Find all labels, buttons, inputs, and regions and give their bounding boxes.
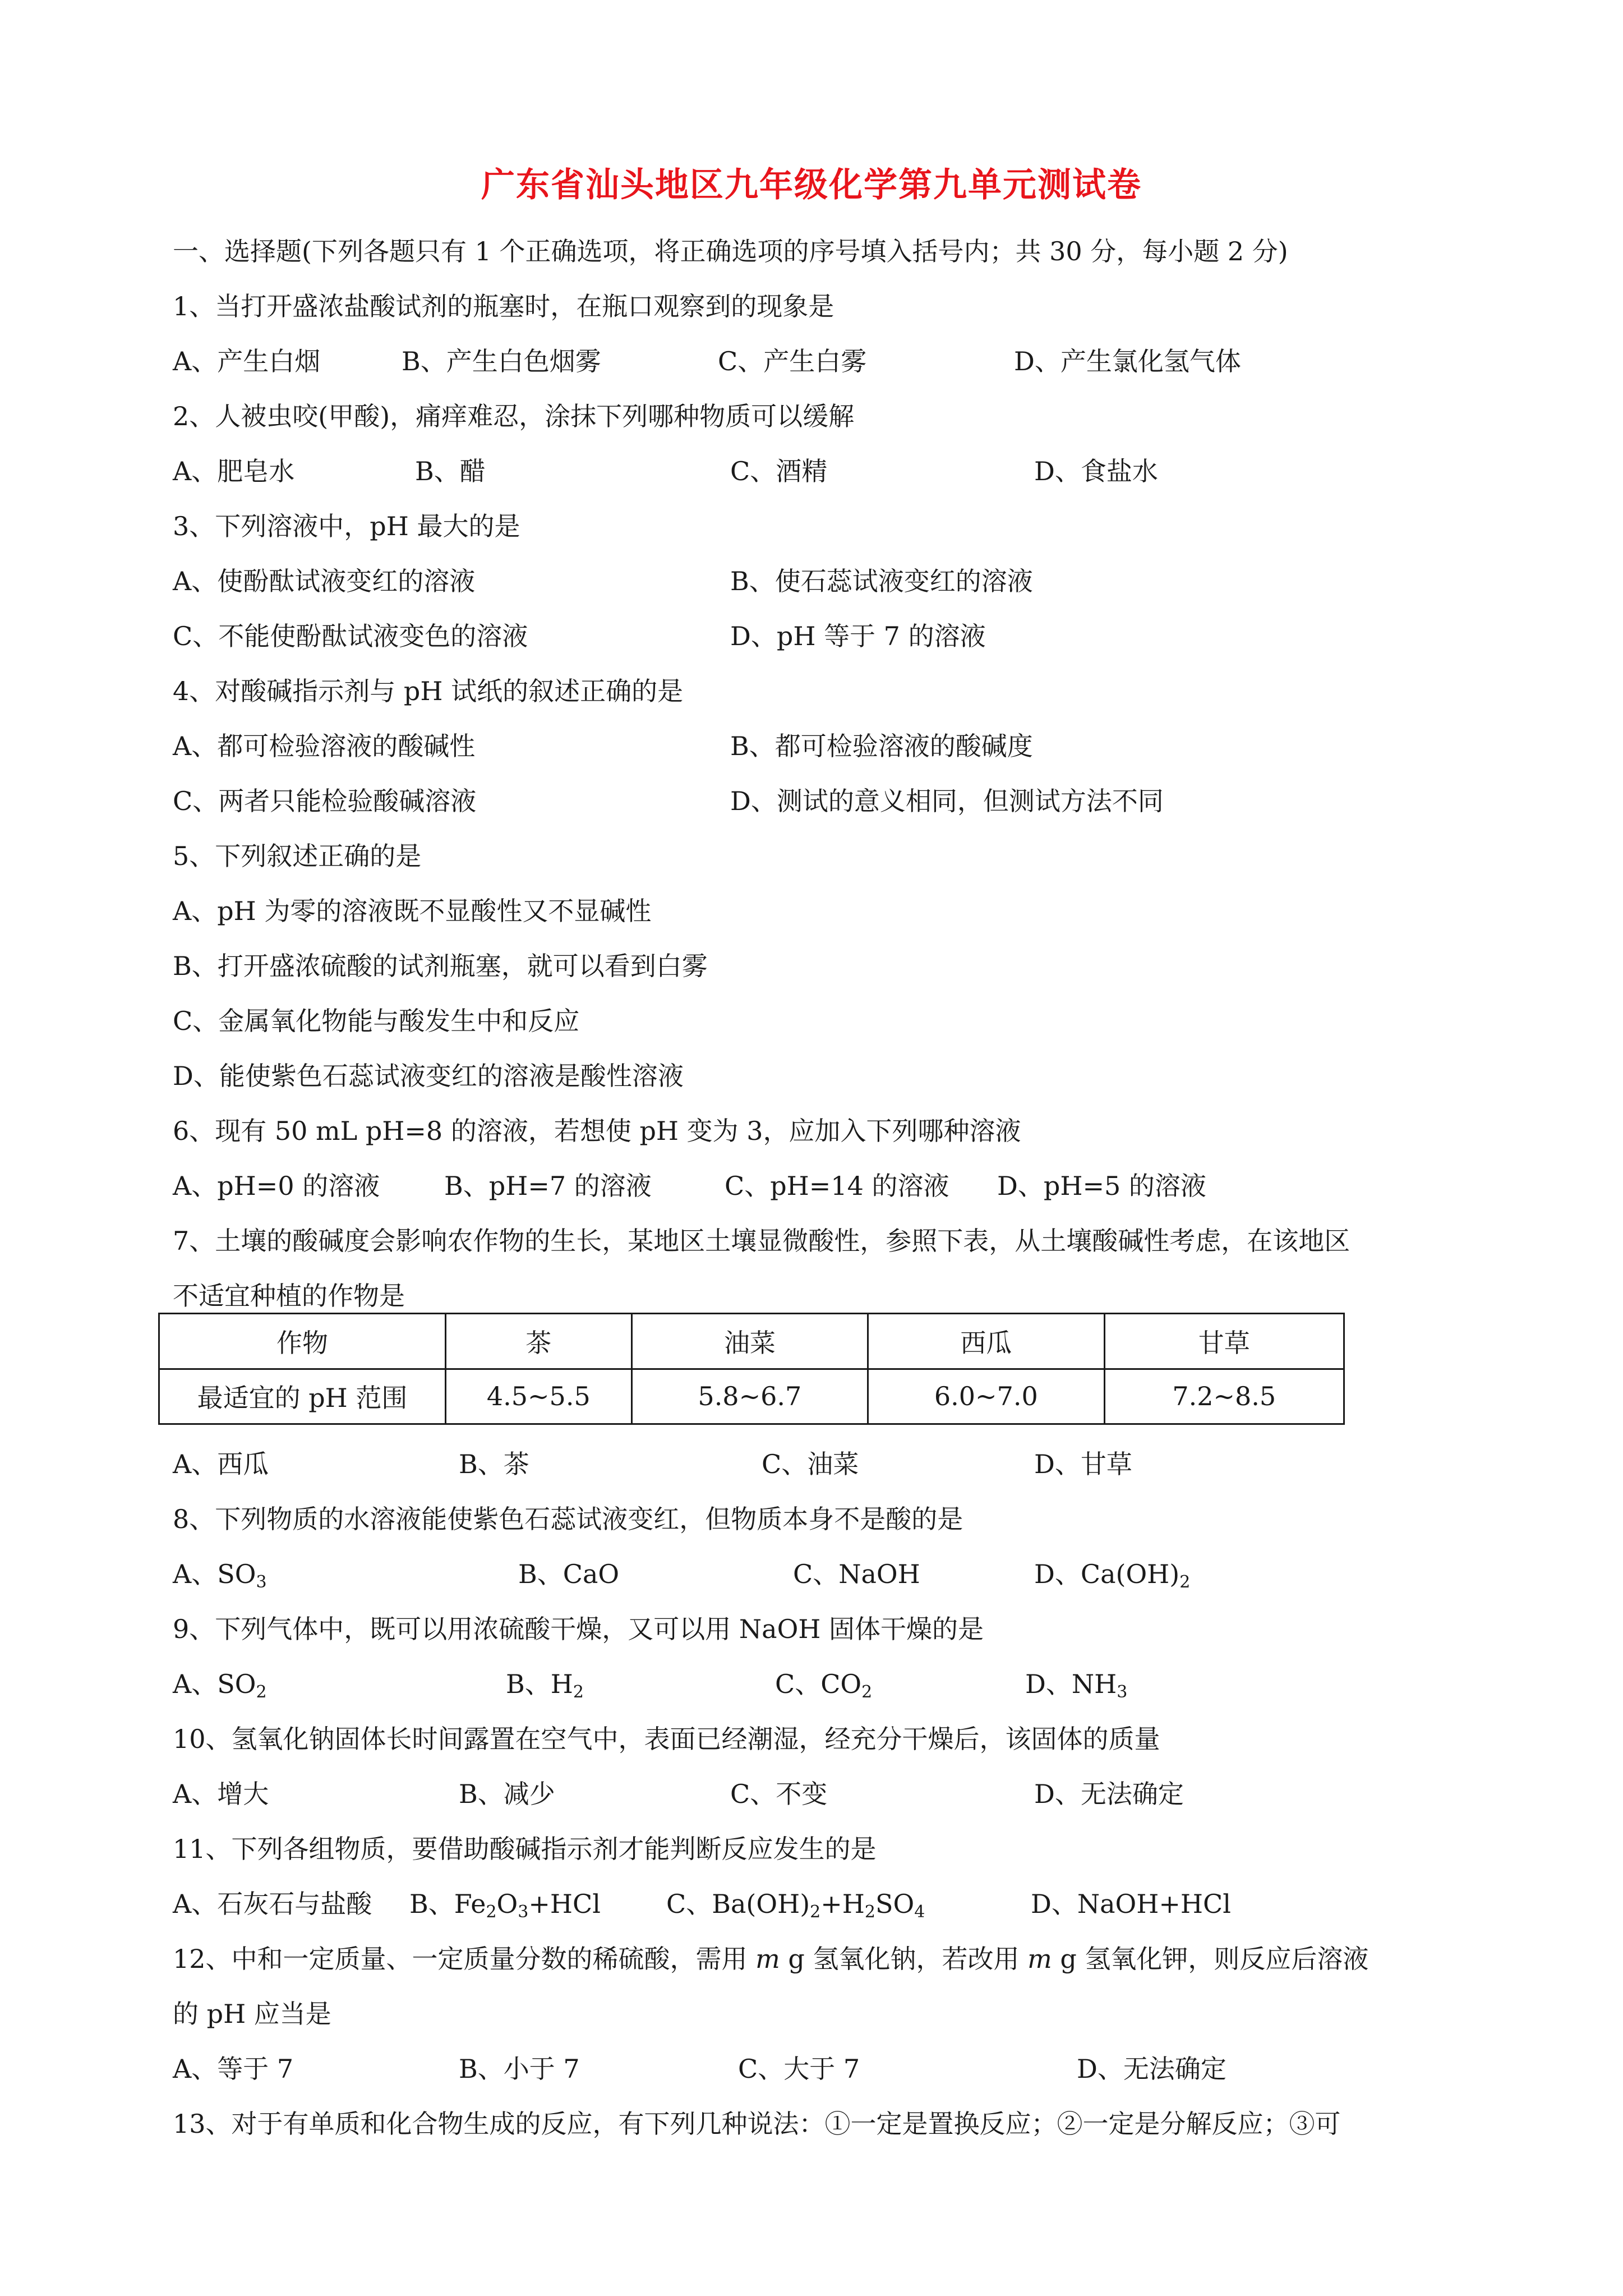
question-3-stem: 3、下列溶液中，pH 最大的是 xyxy=(173,511,520,541)
table-cell: 5.8~6.7 xyxy=(631,1369,868,1424)
table-cell: 6.0~7.0 xyxy=(868,1369,1104,1424)
question-5-option-c: C、金属氧化物能与酸发生中和反应 xyxy=(173,1006,580,1036)
option-b: B、醋 xyxy=(415,456,486,486)
option-c: C、pH=14 的溶液 xyxy=(725,1171,949,1201)
option-d: D、食盐水 xyxy=(1034,456,1158,486)
option-a: A、石灰石与盐酸 xyxy=(173,1889,372,1919)
option-b: B、茶 xyxy=(459,1449,529,1479)
option-d: D、无法确定 xyxy=(1077,2054,1227,2084)
question-8-stem: 8、下列物质的水溶液能使紫色石蕊试液变红，但物质本身不是酸的是 xyxy=(173,1504,963,1534)
question-2-stem: 2、人被虫咬(甲酸)，痛痒难忍，涂抹下列哪种物质可以缓解 xyxy=(173,401,855,431)
question-5-option-d: D、能使紫色石蕊试液变红的溶液是酸性溶液 xyxy=(173,1061,684,1091)
option-a: A、肥皂水 xyxy=(173,456,295,486)
question-9-stem: 9、下列气体中，既可以用浓硫酸干燥，又可以用 NaOH 固体干燥的是 xyxy=(173,1614,984,1644)
option-b: B、pH=7 的溶液 xyxy=(444,1171,652,1201)
option-c: C、不能使酚酞试液变色的溶液 xyxy=(173,621,528,651)
page-title: 广东省汕头地区九年级化学第九单元测试卷 xyxy=(481,165,1142,205)
option-b: B、小于 7 xyxy=(459,2054,580,2084)
option-a: A、$SO_2$ xyxy=(173,1669,267,1702)
table-cell: 茶 xyxy=(445,1314,631,1369)
question-10-stem: 10、氢氧化钠固体长时间露置在空气中，表面已经潮湿，经充分干燥后，该固体的质量 xyxy=(173,1724,1160,1754)
option-a: A、$SO_3$ xyxy=(173,1559,267,1592)
question-6-stem: 6、现有 50 mL pH=8 的溶液，若想使 pH 变为 3，应加入下列哪种溶液 xyxy=(173,1116,1021,1146)
option-a: A、产生白烟 xyxy=(173,346,321,376)
question-7-stem-line2: 不适宜种植的作物是 xyxy=(173,1281,405,1311)
table-cell: 作物 xyxy=(159,1314,446,1369)
table-cell: 甘草 xyxy=(1104,1314,1344,1369)
table-cell: 西瓜 xyxy=(868,1314,1104,1369)
option-b: B、使石蕊试液变红的溶液 xyxy=(730,566,1033,596)
option-d: D、$NH_3$ xyxy=(1025,1669,1128,1702)
table-row xyxy=(159,1369,1344,1424)
option-d: D、测试的意义相同，但测试方法不同 xyxy=(730,786,1164,816)
option-a: A、增大 xyxy=(173,1779,269,1809)
option-d: D、pH 等于 7 的溶液 xyxy=(730,621,986,651)
question-1-stem: 1、当打开盛浓盐酸试剂的瓶塞时，在瓶口观察到的现象是 xyxy=(173,291,834,321)
question-5-option-a: A、pH 为零的溶液既不显酸性又不显碱性 xyxy=(173,896,652,926)
option-a: A、西瓜 xyxy=(173,1449,269,1479)
section-heading: 一、选择题(下列各题只有 1 个正确选项，将正确选项的序号填入括号内；共 30 分，每小题 2 分) xyxy=(173,236,1288,266)
option-b: B、减少 xyxy=(459,1779,555,1809)
question-7-stem-line1: 7、土壤的酸碱度会影响农作物的生长，某地区土壤显微酸性，参照下表，从土壤酸碱性考虑，在该地区 xyxy=(173,1226,1350,1256)
option-b: B、$H_2$ xyxy=(506,1669,584,1702)
option-d: D、产生氯化氢气体 xyxy=(1014,346,1241,376)
table-cell: 4.5~5.5 xyxy=(445,1369,631,1424)
option-c: C、酒精 xyxy=(730,456,828,486)
option-c: C、不变 xyxy=(730,1779,828,1809)
option-d: D、pH=5 的溶液 xyxy=(997,1171,1206,1201)
question-5-option-b: B、打开盛浓硫酸的试剂瓶塞，就可以看到白雾 xyxy=(173,951,708,981)
option-c: C、大于 7 xyxy=(738,2054,860,2084)
question-12-stem-line1: 12、中和一定质量、一定质量分数的稀硫酸，需用 m g 氢氧化钠，若改用 m g 氢氧化钾，则反应后溶液 xyxy=(173,1944,1369,1974)
question-4-stem: 4、对酸碱指示剂与 pH 试纸的叙述正确的是 xyxy=(173,676,684,706)
option-a: A、pH=0 的溶液 xyxy=(173,1171,380,1201)
question-12-stem-line2: 的 pH 应当是 xyxy=(173,1999,331,2029)
question-13-stem: 13、对于有单质和化合物生成的反应，有下列几种说法：①一定是置换反应；②一定是分解反应；③可 xyxy=(173,2109,1341,2139)
option-c: C、NaOH xyxy=(793,1559,920,1589)
question-11-stem: 11、下列各组物质，要借助酸碱指示剂才能判断反应发生的是 xyxy=(173,1834,877,1864)
option-a: A、都可检验溶液的酸碱性 xyxy=(173,731,476,761)
table-cell: 最适宜的 pH 范围 xyxy=(159,1369,446,1424)
table-header-row xyxy=(159,1314,1344,1369)
option-c: C、$Ba(OH)_2+H_2SO_4$ xyxy=(666,1889,925,1922)
table-cell: 油菜 xyxy=(631,1314,868,1369)
option-d: D、NaOH+HCl xyxy=(1031,1889,1231,1919)
option-b: B、产生白色烟雾 xyxy=(402,346,601,376)
option-d: D、甘草 xyxy=(1034,1449,1132,1479)
option-c: C、油菜 xyxy=(762,1449,859,1479)
question-5-stem: 5、下列叙述正确的是 xyxy=(173,841,422,871)
ph-range-table xyxy=(158,1313,1345,1425)
option-c: C、$CO_2$ xyxy=(775,1669,873,1702)
option-d: D、$Ca(OH)_2$ xyxy=(1034,1559,1191,1592)
option-b: B、CaO xyxy=(518,1559,620,1589)
option-a: A、使酚酞试液变红的溶液 xyxy=(173,566,476,596)
option-d: D、无法确定 xyxy=(1034,1779,1184,1809)
option-c: C、两者只能检验酸碱溶液 xyxy=(173,786,477,816)
option-b: B、$Fe_2O_3+HCl$ xyxy=(409,1889,601,1922)
option-b: B、都可检验溶液的酸碱度 xyxy=(730,731,1033,761)
option-a: A、等于 7 xyxy=(173,2054,294,2084)
table-cell: 7.2~8.5 xyxy=(1104,1369,1344,1424)
option-c: C、产生白雾 xyxy=(718,346,867,376)
